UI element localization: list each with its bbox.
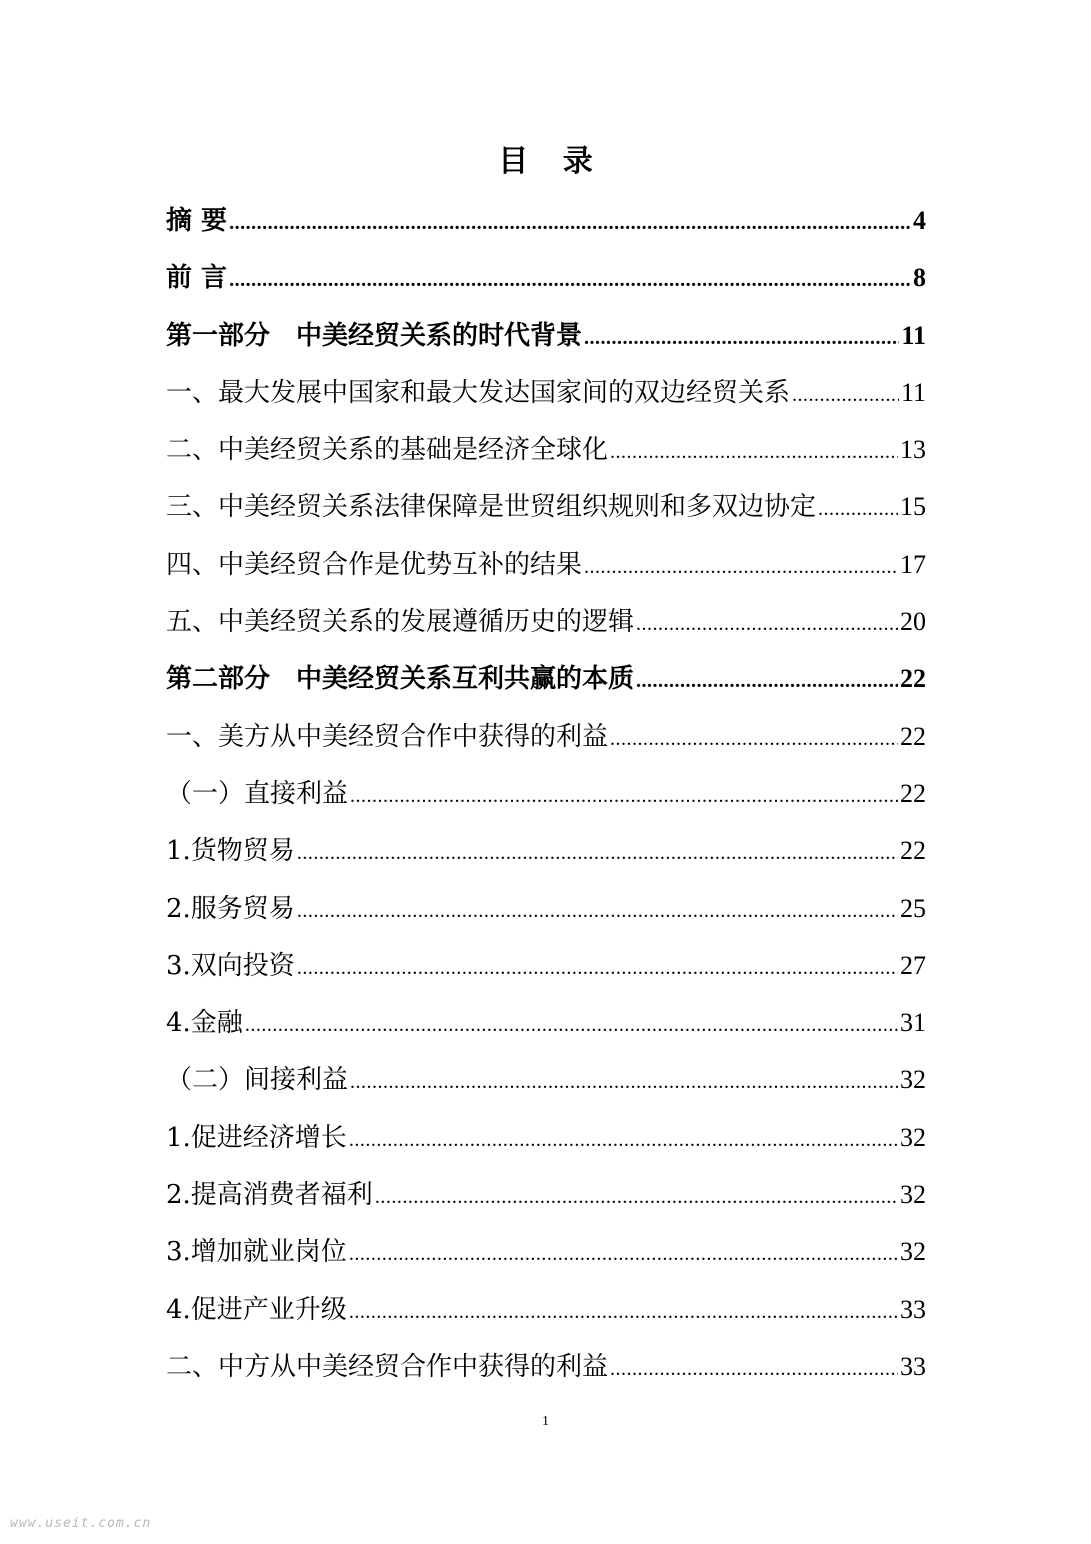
toc-dot-leader xyxy=(350,1054,898,1111)
toc-entry-label: 2.服务贸易 xyxy=(166,893,295,924)
toc-dot-leader xyxy=(818,481,898,538)
toc-dot-leader xyxy=(792,367,899,424)
toc-dot-leader xyxy=(229,252,911,309)
toc-entry-label: 第二部分 中美经贸关系互利共赢的本质 xyxy=(166,664,635,695)
toc-entry-label: 前 言 xyxy=(166,263,228,294)
toc-entry[interactable] xyxy=(166,1223,926,1280)
toc-entry-page: 27 xyxy=(900,950,926,980)
toc-dot-leader xyxy=(584,539,898,596)
toc-entry[interactable] xyxy=(166,1281,926,1338)
toc-entry-page: 22 xyxy=(900,664,926,694)
toc-entry[interactable] xyxy=(166,536,926,593)
toc-dot-leader xyxy=(610,711,898,768)
toc-entry[interactable] xyxy=(166,822,926,879)
toc-entry-label: 1.货物贸易 xyxy=(166,836,295,867)
toc-dot-leader xyxy=(297,825,898,882)
toc-entry[interactable] xyxy=(166,307,926,364)
toc-entry-label: 五、中美经贸关系的发展遵循历史的逻辑 xyxy=(166,607,635,638)
toc-dot-leader xyxy=(636,653,898,710)
toc-entry-page: 15 xyxy=(900,492,926,522)
toc-entry[interactable] xyxy=(166,593,926,650)
toc-entry-label: 一、最大发展中国家和最大发达国家间的双边经贸关系 xyxy=(166,377,791,408)
toc-entry-page: 20 xyxy=(900,607,926,637)
toc-entry[interactable] xyxy=(166,650,926,707)
toc-entry[interactable] xyxy=(166,1051,926,1108)
toc-entry-label: （一）直接利益 xyxy=(166,778,349,809)
toc-entry[interactable] xyxy=(166,1338,926,1395)
toc-entry-label: 1.促进经济增长 xyxy=(166,1122,347,1153)
toc-entry[interactable] xyxy=(166,478,926,535)
toc-entry-page: 33 xyxy=(900,1294,926,1324)
page-number: 1 xyxy=(542,1414,549,1429)
toc-entry-page: 8 xyxy=(913,263,926,293)
toc-entry-page: 32 xyxy=(900,1122,926,1152)
toc-entry[interactable] xyxy=(166,708,926,765)
toc-entry[interactable] xyxy=(166,249,926,306)
toc-entry-label: 三、中美经贸关系法律保障是世贸组织规则和多双边协定 xyxy=(166,492,817,523)
toc-entry-page: 32 xyxy=(900,1180,926,1210)
toc-entry-page: 25 xyxy=(900,893,926,923)
toc-entry-label: 4.促进产业升级 xyxy=(166,1294,347,1325)
toc-dot-leader xyxy=(375,1169,898,1226)
toc-entry[interactable] xyxy=(166,937,926,994)
toc-entry-page: 22 xyxy=(900,778,926,808)
toc-entry-page: 33 xyxy=(900,1351,926,1381)
toc-entry-page: 22 xyxy=(900,721,926,751)
toc-entry-page: 4 xyxy=(913,206,926,235)
toc-dot-leader xyxy=(349,1284,898,1341)
toc-entry-label: 2.提高消费者福利 xyxy=(166,1180,373,1211)
toc-entry-label: 第一部分 中美经贸关系的时代背景 xyxy=(166,320,583,351)
toc-entry[interactable] xyxy=(166,880,926,937)
toc-entry[interactable] xyxy=(166,1166,926,1223)
toc-entry-page: 32 xyxy=(900,1237,926,1267)
toc-dot-leader xyxy=(297,940,898,997)
toc-entry[interactable] xyxy=(166,765,926,822)
page-title: 目 录 xyxy=(498,144,605,179)
toc-entry-label: 3.双向投资 xyxy=(166,950,295,981)
toc-entry-label: （二）间接利益 xyxy=(166,1065,349,1096)
toc-dot-leader xyxy=(584,310,899,367)
toc-entry-label: 3.增加就业岗位 xyxy=(166,1237,347,1268)
toc-entry-label: 一、美方从中美经贸合作中获得的利益 xyxy=(166,721,609,752)
toc-entry-page: 31 xyxy=(900,1008,926,1038)
toc-entry[interactable] xyxy=(166,192,926,249)
toc-dot-leader xyxy=(610,1341,898,1398)
toc-entry-page: 11 xyxy=(900,377,926,407)
table-of-contents xyxy=(166,192,926,1395)
toc-dot-leader xyxy=(229,195,911,252)
toc-entry-page: 13 xyxy=(900,435,926,465)
toc-entry[interactable] xyxy=(166,364,926,421)
watermark: www.useit.com.cn xyxy=(10,1516,152,1531)
toc-entry-page: 11 xyxy=(901,320,926,350)
toc-entry-label: 摘 要 xyxy=(166,206,228,236)
toc-dot-leader xyxy=(350,768,898,825)
toc-entry-page: 32 xyxy=(900,1065,926,1095)
toc-entry[interactable] xyxy=(166,421,926,478)
toc-entry-label: 二、中美经贸关系的基础是经济全球化 xyxy=(166,435,609,466)
toc-entry-label: 四、中美经贸合作是优势互补的结果 xyxy=(166,549,583,580)
toc-dot-leader xyxy=(245,997,898,1054)
toc-dot-leader xyxy=(636,596,898,653)
toc-entry[interactable] xyxy=(166,994,926,1051)
toc-entry[interactable] xyxy=(166,1109,926,1166)
toc-dot-leader xyxy=(349,1226,898,1283)
toc-entry-page: 22 xyxy=(900,836,926,866)
toc-dot-leader xyxy=(349,1112,898,1169)
toc-dot-leader xyxy=(610,424,898,481)
toc-entry-page: 17 xyxy=(900,549,926,579)
toc-entry-label: 二、中方从中美经贸合作中获得的利益 xyxy=(166,1351,609,1382)
toc-entry-label: 4.金融 xyxy=(166,1008,243,1039)
toc-dot-leader xyxy=(297,883,898,940)
